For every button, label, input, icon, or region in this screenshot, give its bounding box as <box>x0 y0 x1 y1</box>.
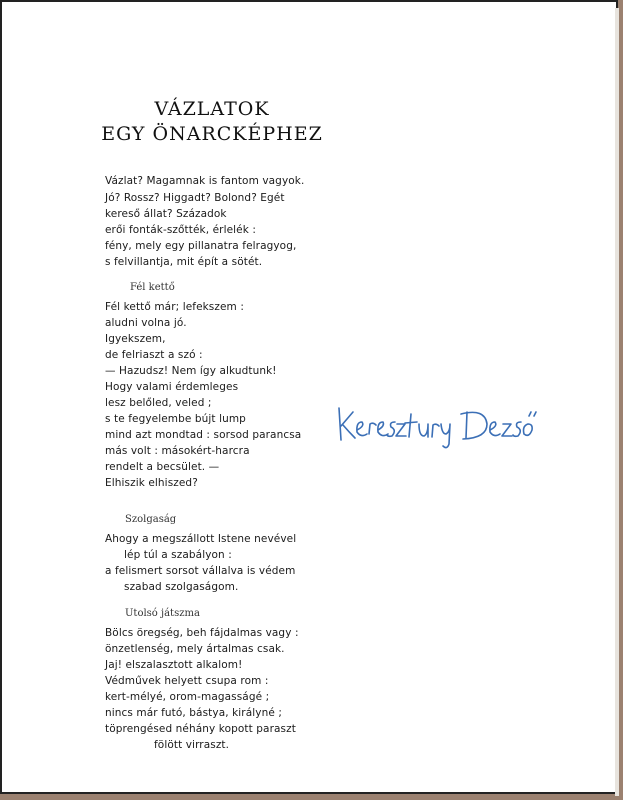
stanza1-line: Jó? Rossz? Higgadt? Bolond? Egét <box>105 192 285 204</box>
section3-line: szabad szolgaságom. <box>124 581 239 593</box>
poem-title-line-2: EGY ÖNARCKÉPHEZ <box>101 123 323 145</box>
section2-line: Fél kettő már; lefekszem : <box>105 301 244 313</box>
section4-line: fölött virraszt. <box>154 739 230 751</box>
poem-title-line-1: VÁZLATOK <box>154 98 270 120</box>
stanza1-line: erői fonták-szőtték, érlelék : <box>105 224 256 236</box>
section4-line: nincs már futó, bástya, királyné ; <box>105 707 282 719</box>
section2-line: — Hazudsz! Nem így alkudtunk! <box>105 365 277 377</box>
section2-line: mind azt mondtad : sorsod parancsa <box>105 429 302 441</box>
section2-line: Hogy valami érdemleges <box>105 381 239 393</box>
section4-line: töprengésed néhány kopott paraszt <box>105 723 296 735</box>
section2-line: lesz belőled, veled ; <box>105 397 212 409</box>
section2-line: aludni volna jó. <box>105 317 187 329</box>
section4-line: Jaj! elszalasztott alkalom! <box>105 659 243 671</box>
stanza1-line: s felvillantja, mit épít a sötét. <box>105 256 263 268</box>
section4-line: önzetlenség, mely ártalmas csak. <box>105 643 285 655</box>
section4-line: Bölcs öregség, beh fájdalmas vagy : <box>105 627 299 639</box>
section2-line: s te fegyelembe bújt lump <box>105 413 246 425</box>
section2-line: rendelt a becsület. — <box>105 461 220 473</box>
section3-line: a felismert sorsot vállalva is védem <box>105 565 296 577</box>
stanza1-line: fény, mely egy pillanatra felragyog, <box>105 240 297 252</box>
section-heading-szolgasag: Szolgaság <box>125 514 177 525</box>
section2-line: de felriaszt a szó : <box>105 349 203 361</box>
section2-line: Elhiszik elhiszed? <box>105 477 198 489</box>
section3-line: Ahogy a megszállott Istene nevével <box>105 533 297 545</box>
stanza1-line: kereső állat? Századok <box>105 208 227 220</box>
page-edge <box>615 8 619 796</box>
section2-line: Igyekszem, <box>105 333 166 345</box>
handwritten-signature <box>335 394 545 454</box>
section2-line: más volt : másokért-harcra <box>105 445 250 457</box>
section4-line: Védművek helyett csupa rom : <box>105 675 269 687</box>
section3-line: lép túl a szabályon : <box>124 549 232 561</box>
section-heading-fel-ketto: Fél kettő <box>130 282 175 293</box>
section4-line: kert-mélyé, orom-magasságé ; <box>105 691 270 703</box>
section-heading-utolso-jatszma: Utolsó játszma <box>125 608 200 619</box>
stanza1-line: Vázlat? Magamnak is fantom vagyok. <box>105 175 305 187</box>
